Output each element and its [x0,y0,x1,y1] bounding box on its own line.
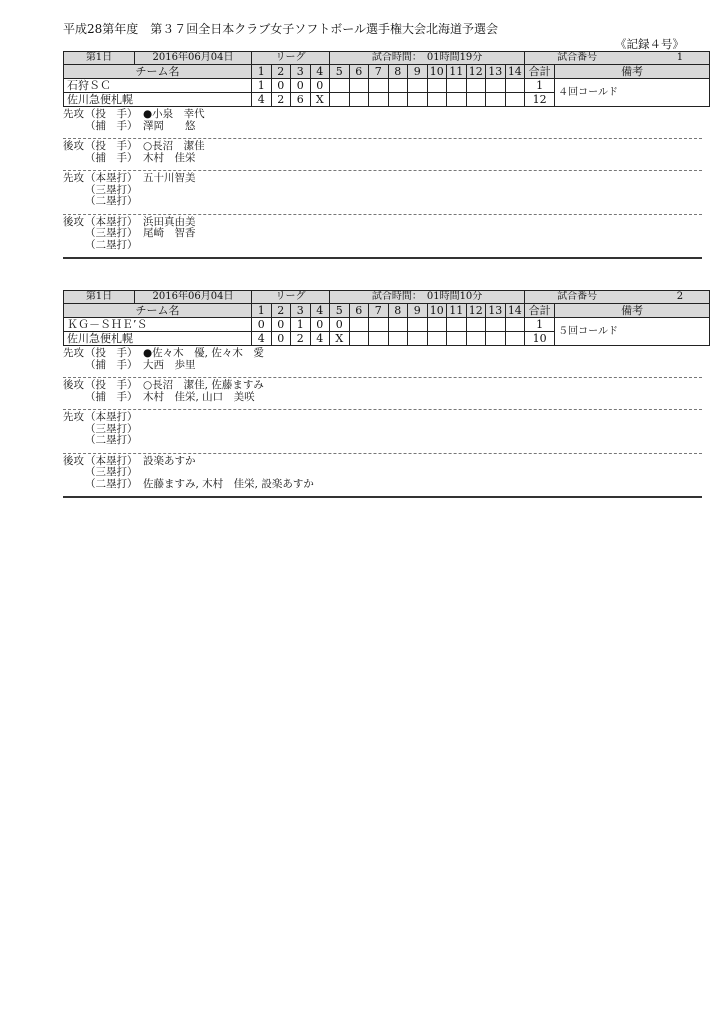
player-names [143,196,702,208]
player-row [63,467,702,479]
player-row [63,196,702,208]
game-record-1 [63,51,702,259]
inning-header: 11 [447,65,467,79]
inning-header: 5 [330,65,350,79]
player-row [63,424,702,436]
player-section [63,346,702,378]
position-label: （三塁打） [85,183,138,196]
inning-score [486,79,506,93]
position-label: （本塁打） [85,454,138,467]
inning-header: 1 [252,304,272,318]
team-total: 1 [525,318,555,332]
inning-score [427,332,447,346]
game-number-label: 試合番号 [557,291,598,302]
position-label: （二塁打） [85,195,138,207]
player-section [63,215,702,260]
inning-score [447,93,467,107]
batting-side: 後攻 [63,454,84,467]
inning-score [447,318,467,332]
inning-score: X [330,332,350,346]
inning-header: 2 [271,65,291,79]
player-names [143,185,702,197]
inning-header: 6 [349,65,369,79]
game-date: 2016年06月04日 [134,52,251,64]
batting-side [63,121,85,133]
inning-score [486,332,506,346]
game-time: 試合時間： 01時間10分 [330,291,525,304]
player-row [63,479,702,491]
inning-header: 5 [330,304,350,318]
inning-score [330,93,350,107]
inning-score [408,93,428,107]
player-row [63,412,702,424]
team-column-header: チーム名 [64,304,252,318]
game-number: 1 [676,52,684,63]
position-label: （二塁打） [85,238,138,251]
team-name: 佐川急便札幌 [64,93,252,107]
player-row [63,435,702,447]
player-section [63,454,702,499]
batting-side [63,479,85,491]
batting-side: 後攻 [63,379,84,391]
batting-side [63,153,85,165]
player-names [143,424,702,436]
game-type: リーグ [252,291,330,304]
game-notes: ４回コールド [555,79,710,107]
inning-score [349,332,369,346]
inning-score [388,332,408,346]
position-label: （二塁打） [85,477,138,490]
batting-side: 先攻 [63,411,84,423]
player-row [63,348,702,360]
player-names: ○長沼 潔佳, 佐藤ますみ [143,379,264,391]
inning-score [349,79,369,93]
inning-score: 4 [310,332,330,346]
inning-score: 0 [310,79,330,93]
inning-header: 10 [427,304,447,318]
inning-score [505,79,525,93]
inning-header: 14 [505,304,525,318]
total-column-header: 合計 [525,65,555,79]
player-names [143,240,702,252]
game-number: 2 [676,291,684,302]
player-section [63,171,702,215]
inning-header: 4 [310,304,330,318]
player-names: 澤岡 悠 [143,119,196,132]
inning-score [505,93,525,107]
inning-score [466,93,486,107]
batting-side: 後攻 [63,140,84,152]
inning-score [447,332,467,346]
inning-header: 13 [486,65,506,79]
inning-score [447,79,467,93]
player-row [63,173,702,185]
player-row [63,153,702,165]
team-name: 石狩ＳＣ [64,79,252,93]
inning-score [427,318,447,332]
notes-column-header: 備考 [555,304,710,318]
team-row [64,318,710,332]
inning-header: 8 [388,304,408,318]
team-total: 12 [525,93,555,107]
player-row [63,185,702,197]
record-number: 《記録４号》 [615,37,684,51]
inning-score [408,318,428,332]
inning-score: 2 [271,93,291,107]
inning-header: 4 [310,65,330,79]
inning-score [466,332,486,346]
batting-side [63,240,85,252]
game-meta-row [64,291,710,304]
player-names: 五十川智美 [143,172,196,184]
batting-side [63,228,85,240]
game-day: 第1日 [85,52,113,63]
player-names [143,467,702,479]
player-row [63,456,702,468]
notes-column-header: 備考 [555,65,710,79]
position-label: （投 手） [85,379,138,391]
team-column-header: チーム名 [64,65,252,79]
batting-side [63,360,85,372]
batting-side: 先攻 [63,347,84,359]
player-names: ●小泉 幸代 [143,108,205,120]
inning-score [330,79,350,93]
batting-side: 先攻 [63,108,84,120]
game-number-label: 試合番号 [557,52,598,63]
player-row [63,121,702,133]
game-type: リーグ [252,52,330,65]
document-title: 平成28第年度 第３７回全日本クラブ女子ソフトボール選手権大会北海道予選会 [63,22,499,36]
inning-score: 0 [271,79,291,93]
inning-score: 1 [252,79,272,93]
inning-score [466,318,486,332]
player-names [143,435,702,447]
inning-score: 4 [252,332,272,346]
inning-score: 0 [291,79,311,93]
team-name: 佐川急便札幌 [64,332,252,346]
score-table [63,290,710,346]
inning-header: 3 [291,65,311,79]
game-meta-row [64,52,710,65]
position-label: （投 手） [85,108,138,120]
inning-score: X [310,93,330,107]
batting-side [63,424,85,436]
player-names: 大西 歩里 [143,358,196,371]
player-names: 浜田真由美 [143,215,196,228]
player-row [63,380,702,392]
inning-header: 9 [408,65,428,79]
position-label: （本塁打） [85,411,138,423]
position-label: （三塁打） [85,422,138,435]
inning-score: 0 [252,318,272,332]
inning-header: 1 [252,65,272,79]
team-name: ＫＧ－ＳＨＥ’Ｓ [64,318,252,332]
inning-score [486,93,506,107]
inning-score [427,93,447,107]
batting-side [63,392,85,404]
inning-score [427,79,447,93]
inning-score [408,79,428,93]
player-row [63,109,702,121]
inning-score [486,318,506,332]
player-section [63,139,702,171]
batting-side: 後攻 [63,215,84,228]
position-label: （本塁打） [85,172,138,184]
inning-score [369,332,389,346]
position-label: （捕 手） [85,151,138,164]
inning-score [466,79,486,93]
inning-score [349,318,369,332]
batting-side: 先攻 [63,172,84,184]
inning-header: 6 [349,304,369,318]
inning-header: 9 [408,304,428,318]
inning-score: 2 [291,332,311,346]
inning-score: 6 [291,93,311,107]
inning-score [505,318,525,332]
player-row [63,392,702,404]
game-record-2 [63,290,702,498]
player-names: 木村 佳栄 [143,151,196,164]
inning-header: 13 [486,304,506,318]
position-label: （捕 手） [85,119,138,132]
player-section [63,410,702,454]
position-label: （捕 手） [85,358,138,371]
score-table [63,51,710,107]
position-label: （本塁打） [85,215,138,228]
game-notes: ５回コールド [555,318,710,346]
batting-side [63,196,85,208]
inning-score: 0 [310,318,330,332]
inning-score [369,93,389,107]
inning-score: 4 [252,93,272,107]
inning-header: 11 [447,304,467,318]
inning-header: 14 [505,65,525,79]
position-label: （投 手） [85,347,138,359]
player-row [63,228,702,240]
player-names: ○長沼 潔佳 [143,140,205,152]
inning-score [388,318,408,332]
total-column-header: 合計 [525,304,555,318]
inning-header: 7 [369,65,389,79]
inning-score: 0 [271,332,291,346]
player-row [63,240,702,252]
inning-score [369,79,389,93]
player-names [143,412,702,424]
player-section [63,107,702,139]
inning-score [505,332,525,346]
inning-header: 12 [466,65,486,79]
player-section [63,378,702,410]
player-names: 佐藤ますみ, 木村 佳栄, 設楽あすか [143,477,314,490]
inning-header: 7 [369,304,389,318]
inning-score [408,332,428,346]
inning-header: 10 [427,65,447,79]
player-names: 設楽あすか [143,454,196,467]
player-row [63,141,702,153]
player-names: ●佐々木 優, 佐々木 愛 [143,347,264,359]
team-total: 1 [525,79,555,93]
game-day: 第1日 [85,291,113,302]
inning-score [388,93,408,107]
score-header-row [64,65,710,79]
inning-header: 2 [271,304,291,318]
position-label: （二塁打） [85,434,138,446]
position-label: （三塁打） [85,227,138,239]
position-label: （三塁打） [85,466,138,478]
position-label: （捕 手） [85,390,138,403]
team-row [64,79,710,93]
game-time: 試合時間： 01時間19分 [330,52,525,65]
score-header-row [64,304,710,318]
inning-score [349,93,369,107]
batting-side [63,467,85,479]
inning-score: 0 [271,318,291,332]
player-names: 尾崎 智香 [143,227,196,239]
position-label: （投 手） [85,140,138,152]
inning-score [388,79,408,93]
batting-side [63,435,85,447]
inning-score: 1 [291,318,311,332]
inning-header: 12 [466,304,486,318]
player-names: 木村 佳栄, 山口 美咲 [143,390,255,403]
team-total: 10 [525,332,555,346]
player-row [63,360,702,372]
inning-header: 8 [388,65,408,79]
batting-side [63,185,85,197]
inning-score: 0 [330,318,350,332]
inning-score [369,318,389,332]
game-date: 2016年06月04日 [134,291,251,303]
inning-header: 3 [291,304,311,318]
